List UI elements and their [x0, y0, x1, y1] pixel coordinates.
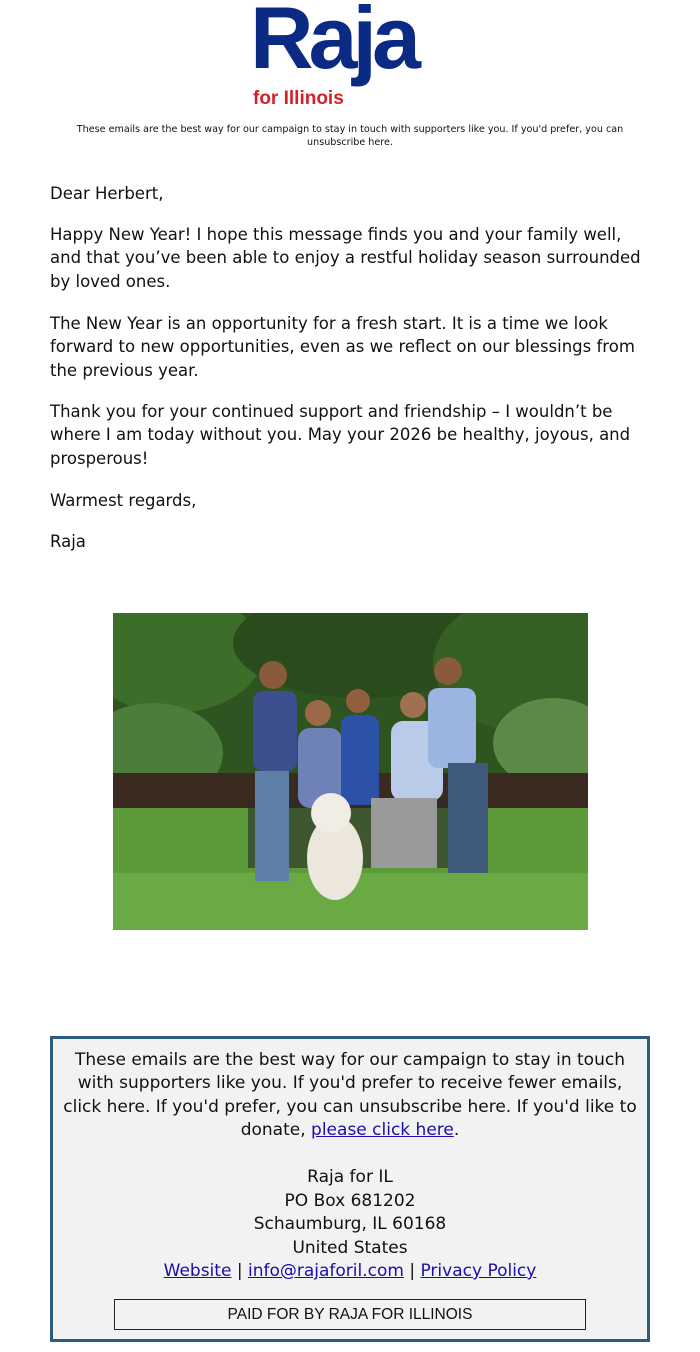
letter-paragraph: Thank you for your continued support and friendship – I wouldn’t be where I am today without you. May your 2026 be healthy, joyous, and prosperous! [50, 402, 631, 468]
privacy-policy-link[interactable]: Privacy Policy [420, 1261, 537, 1281]
paid-for-disclaimer: PAID FOR BY RAJA FOR ILLINOIS [114, 1299, 586, 1330]
donate-link[interactable]: please click here [311, 1119, 454, 1140]
logo-wordmark: Raja [250, 0, 416, 87]
address-line: Raja for IL [307, 1167, 393, 1187]
family-photo [113, 613, 588, 930]
letter-paragraph: The New Year is an opportunity for a fresh start. It is a time we look forward to new opportunities, even as we reflect on our blessings from the previous year. [50, 314, 635, 380]
footer-period: . [453, 1119, 460, 1140]
email-link[interactable]: info@rajaforil.com [247, 1261, 404, 1281]
letter-closing: Warmest regards, [50, 491, 197, 510]
email-footer [50, 1036, 650, 1342]
letter-signature: Raja [50, 532, 86, 551]
address-line: PO Box 681202 [284, 1190, 416, 1211]
link-separator: | [409, 1261, 416, 1281]
link-separator: | [236, 1261, 243, 1281]
header-unsubscribe-note: These emails are the best way for our campaign to stay in touch with supporters like you. If you'd prefer, you can unsubscribe here. [76, 124, 624, 148]
family-photo-illustration [113, 613, 588, 930]
letter-paragraph: Happy New Year! I hope this message finds you and your family well, and that you’ve been able to enjoy a restful holiday season surrounded by loved ones. [50, 225, 641, 291]
footer-message [63, 1049, 637, 1142]
website-link[interactable]: Website [163, 1261, 232, 1281]
letter-greeting: Dear Herbert, [50, 184, 164, 203]
footer-links [63, 1260, 637, 1284]
campaign-logo [240, 0, 460, 112]
address-line: United States [292, 1237, 408, 1258]
address-line: Schaumburg, IL 60168 [253, 1214, 447, 1234]
logo-subtitle: for Illinois [253, 88, 347, 110]
footer-address [63, 1166, 637, 1284]
footer-message-text: These emails are the best way for our campaign to stay in touch with supporters like you. If you'd prefer to receive fewer emails, click here. If you'd prefer, you can unsubscribe here. If you'd like to donate, [63, 1050, 637, 1140]
